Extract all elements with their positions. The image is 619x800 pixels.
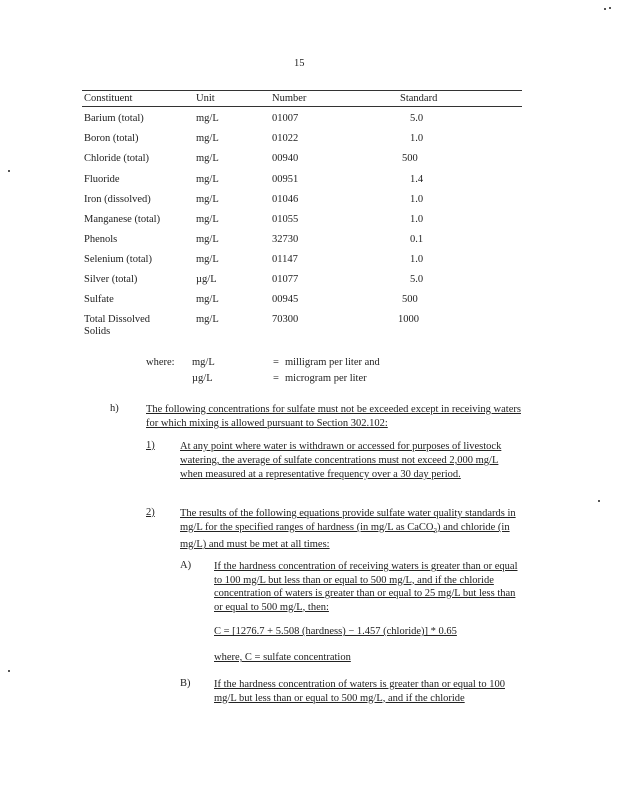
table-cell-constituent: Sulfate [84, 294, 114, 305]
table-cell-unit: mg/L [196, 254, 219, 265]
item-1-label: 1) [146, 440, 155, 451]
table-cell-standard: 0.1 [410, 234, 424, 245]
scan-speck [604, 8, 606, 10]
header-unit: Unit [196, 93, 215, 104]
table-cell-standard: 1.0 [410, 194, 424, 205]
table-cell-constituent: Fluoride [84, 174, 120, 185]
table-cell-standard: 1.0 [410, 214, 424, 225]
item-1-text: At any point where water is withdrawn or accessed for purposes of livestock watering, the average of sulfate concentrations must not exceed 2,000 mg/L when measured at a representative frequency over a 30 day period. [180, 441, 502, 480]
table-cell-number: 70300 [272, 314, 299, 325]
scan-speck [8, 670, 10, 672]
item-b-text: If the hardness concentration of waters is greater than or equal to 100 mg/L but less than or equal to 500 mg/L, and if the chloride [214, 679, 505, 704]
item-a-label: A) [180, 560, 192, 571]
table-cell-number: 01077 [272, 274, 299, 285]
item-2-text [180, 507, 525, 552]
table-cell-standard: 500 [402, 153, 418, 164]
section-h-text: The following concentrations for sulfate must not be exceeded except in receiving waters for which mixing is allowed pursuant to Section 302.102: [146, 404, 521, 429]
table-cell-number: 00940 [272, 153, 299, 164]
table-cell-constituent: Chloride (total) [84, 153, 150, 164]
table-cell-standard: 5.0 [410, 113, 424, 124]
table-cell-number: 01007 [272, 113, 299, 124]
table-cell-number: 01022 [272, 133, 299, 144]
table-cell-constituent: Boron (total) [84, 133, 139, 144]
table-cell-unit: mg/L [196, 214, 219, 225]
where-unit: µg/L [192, 373, 213, 384]
header-number: Number [272, 93, 307, 104]
item-b-label: B) [180, 678, 191, 689]
table-cell-standard: 5.0 [410, 274, 424, 285]
scan-speck [609, 7, 611, 9]
table-cell-constituent: Selenium (total) [84, 254, 152, 265]
item-a-text: If the hardness concentration of receiving waters is greater than or equal to 100 mg/L but less than or equal to 500 mg/L, and if the chloride concentration of waters is greater than or equal to 25 mg/L but less than or equal to 500 mg/L, then: [214, 561, 518, 613]
where-equals: = [273, 357, 279, 368]
table-cell-number: 32730 [272, 234, 299, 245]
where-unit: mg/L [192, 357, 215, 368]
table-cell-unit: mg/L [196, 234, 219, 245]
header-constituent: Constituent [84, 93, 133, 104]
item-2-label: 2) [146, 507, 155, 518]
table-cell-constituent: Phenols [84, 234, 118, 245]
table-cell-standard: 1000 [398, 314, 419, 325]
scan-speck [8, 170, 10, 172]
where-meaning: microgram per liter [285, 373, 367, 384]
item-2-text-b: ) and chloride (in mg/L) and must be met at all times: [180, 522, 510, 551]
table-cell-constituent: Total Dissolved Solids [84, 314, 151, 337]
table-cell-standard: 1.4 [410, 174, 424, 185]
table-top-rule [82, 90, 522, 91]
table-cell-unit: mg/L [196, 194, 219, 205]
table-cell-constituent: Iron (dissolved) [84, 194, 151, 205]
table-cell-standard: 500 [402, 294, 418, 305]
where-equals: = [273, 373, 279, 384]
item-2-text-a: The results of the following equations provide sulfate water quality standards in mg/L for the specified ranges of hardness (in mg/L as CaCO [180, 508, 516, 533]
item-a-where: where, C = sulfate concentration [214, 652, 351, 663]
item-2-subscript: 3 [433, 527, 437, 536]
header-standard: Standard [400, 93, 438, 104]
scan-speck [598, 500, 600, 502]
table-cell-unit: mg/L [196, 294, 219, 305]
table-cell-number: 01046 [272, 194, 299, 205]
table-cell-number: 01147 [272, 254, 298, 265]
table-cell-constituent: Silver (total) [84, 274, 138, 285]
table-cell-unit: mg/L [196, 113, 219, 124]
table-cell-number: 00951 [272, 174, 299, 185]
table-header-rule [82, 106, 522, 107]
table-cell-constituent: Manganese (total) [84, 214, 161, 225]
table-cell-standard: 1.0 [410, 254, 424, 265]
table-cell-unit: µg/L [196, 274, 217, 285]
table-cell-constituent: Barium (total) [84, 113, 144, 124]
table-cell-unit: mg/L [196, 153, 219, 164]
table-cell-standard: 1.0 [410, 133, 424, 144]
table-cell-unit: mg/L [196, 174, 219, 185]
where-label: where: [146, 357, 175, 368]
table-cell-unit: mg/L [196, 133, 219, 144]
where-meaning: milligram per liter and [285, 357, 380, 368]
table-cell-unit: mg/L [196, 314, 219, 325]
section-h-label: h) [110, 403, 119, 414]
page-number: 15 [294, 58, 305, 69]
item-a-equation: C = [1276.7 + 5.508 (hardness) − 1.457 (chloride)] * 0.65 [214, 626, 457, 637]
table-cell-number: 00945 [272, 294, 299, 305]
table-cell-number: 01055 [272, 214, 299, 225]
